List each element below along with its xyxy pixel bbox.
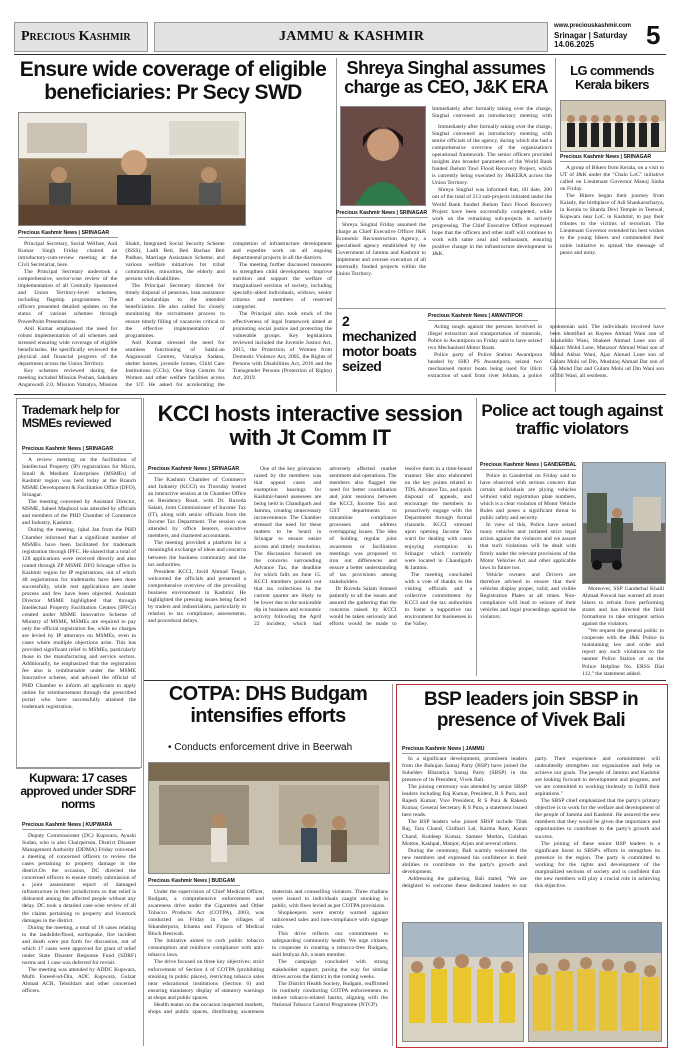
row-rule [144,680,666,681]
byline-traffic: Precious Kashmir News | GANDERBAL [480,462,577,468]
column-divider [143,398,144,1046]
body-paragraph: Anil Kumar stressed the need for seamless functioning of Sakhi-an Anganwadi Centres, Vatsalya Sadans, shelter homes, juvenile homes, Child Care Institutions (CCIs), One Stop Centres for Women and other welfare facilities across the UT. He asked for accelerating the completion of infrastructure development and expedite work on all ongoing departmental projects in all the districts. [125,241,332,388]
byline-msme: Precious Kashmir News | SRINAGAR [22,446,114,452]
photo-swd-meeting [18,112,246,226]
publication-name: Precious Kashmir [21,29,131,44]
body-paragraph: During the meeting, Iqbal Jan from the PHD Chamber informed that a significant number of MSMEs have been facilitated for trademark registration through IPFC. He shared that a total of 128 applications were received directly and also routed through ZP MSME DFO Srinagar office in Kashmir region for IP registrations, out of which 48 registrations for trademarks have been done successfully, while rest applications are under process and few have been objected. Assistant Director MSME highlighted that through Intellectual Property Facilitation Centres (IPFCs) created under MSME Innovative Scheme of Ministry of MSME, MSMEs are required to pay only the official registration fee, while no charges are levied by IP attorneys on MSMEs, even in cases where multiple objections arise. This has provided significant relief to MSMEs, particularly those in the manufacturing and service sectors. Additionally, he emphasized that the registration fee also is reimbursable under the MSME Innovative scheme, and advised the official of PHD Chamber to inform all applicants to apply online for reimbursement through the prescribed portal who have successfully attained the trademark registration. [22,527,136,710]
portrait-illustration [341,107,425,205]
body-paragraph: Police in Ganderbal on Friday said to have observed with serious concern that certain individuals are plying vehicles without valid registration plate numbers, which is a clear violation of Motor Vehicle Rules and poses a significant threat to public safety and security. [480,473,576,522]
byline-rule-kcci [148,473,244,474]
bullet-icon: • [168,742,172,753]
section-rule [338,308,666,309]
photo-cotpa-drive [148,762,390,874]
body-swd [18,241,332,389]
body-paragraph: During the ceremony, Bali warmly welcomed the new members and expressed his confidence in their abilities to contribute to the party's growth and development. [402,847,527,875]
issue-date: 14.06.2025 [554,40,595,49]
body-paragraph: Principal Secretary, Social Welfare, Anil Kumar Singh Friday chaired an introductory-cum-review meeting at the Civil Secretariat, here. [18,241,118,269]
body-paragraph: Dr Ruveda Salam listened patiently to all the issues and assured the gathering that the concerns raised by KCCI would be taken seriously and efforts would be made to resolve them in a time-bound manner. She also elaborated on the key points related to TDS, Advance Tax, and quick disposal of appeals, and encourage the members to proactively engage with the Department through formal channels. KCCI stressed upon opening Income Tax ward for dealing with cases enjoying exemption in Srinagar which currently were located in Chandigarh & Jammu. [329,466,472,628]
photo-shreya-singhal [340,106,426,206]
body-paragraph: Deputy Commissioner (DC) Kupwara, Ayushi Sudan, who is also Chairperson, District Disaster Management Authority (DDMA) Friday convened a meeting of concerned officers to review the cases pertaining to property damage in the district.On the occasion, DC directed the concerned officers to ensure timely submission of a joint assessment report of damaged infrastructure in their jurisdictions so that relief is disbursed among the affected people without any delay. DC took a detailed case-wise review of all the claims pertaining to property and livestock damages in the district. [22,833,136,924]
body-paragraph: Addressing the gathering, Bali stated, "We are delighted to welcome these dedicated leaders to our party. Their experience and commitment will undoubtedly strengthen our organisation and help us achieve our goals. The people of Jammu and Kashmir are looking forward to development and progress, and we are committed to working tirelessly to fulfill their aspirations." [402,756,660,889]
byline-rule-msme [22,453,132,454]
body-paragraph: The District Health Society, Budgam, reaffirmed its routinely conducting COTPA enforcements to reduce tobacco-related harms, aligning with the National Tobacco Control Programme (NTCP). [272,980,388,1008]
headline-kupwara: Kupwara: 17 cases approved under SDRF norms [20,771,136,811]
body-paragraph: The Principal also took stock of the effectiveness of legal framework aimed at promoting social justice and protecting the vulnerable groups. Key legislations reviewed included the Juvenile Justice Act, 2015, the Protection of Women from Domestic Violence Act, 2005, the Rights of Persons with Disabilities Act, 2016 and the Transgender Persons (Protection of Rights) Act, 2019. [232,311,332,381]
byline-cotpa: Precious Kashmir News | BUDGAM [148,878,235,884]
body-paragraph: Under the supervision of Chief Medical Officer, Budgam, a comprehensive enforcement and awareness drive under the Cigarettes and Other Tobacco Products Act (COTPA), 2003, was conducted on Friday in the villages of Sikanderpora, Ichama and Firpora of Medical Block Beerwah. [148,889,264,938]
deck-cotpa [168,742,388,753]
masthead-left-block [14,22,148,52]
body-paragraph: One of the key grievances raised by the members was that appeal cases and exemption hearings for Kashmir-based assessees are being held in Chandigarh and Jammu, creating unnecessary inconvenience. The Chamber stressed the need for these matters to be heard in Srinagar to ensure easier access and timely resolution. The discussion focused on the concerns surrounding Advance Tax, the deadline for which falls on June 15. KCCI members pointed out that tax collections in the current quarter are likely to be lower due to the noticeable dip in business and economic activity following the April 22 incident, which had adversely affected market sentiment and operations. The members also flagged the need for better coordination and joint sessions between the KCCI, Income Tax and GST departments to streamline compliance processes and address overlapping issues. The idea of holding regular joint awareness or facilitation meetings was proposed to iron out differences and ensure a better understanding of tax provisions among stakeholders. [254,466,397,628]
body-kcci-col1 [148,477,246,677]
body-paragraph: A group of Bikers from Kerala, on a visit to UT of J&K under the "Chalo LoC" initiative called on Lieutenant Governor Manoj Sinha on Friday. [560,165,664,193]
body-paragraph: Moreover, SSP Ganderbal Khalil Ahmad Poswal has warned all stunt bikers to refrain from performing stunts and has directed the field formations to take stringent action against the violators. [582,586,664,628]
headline-kerala-bikers: LG commends Kerala bikers [570,63,654,93]
body-paragraph: Acting tough against the persons involved in illegal extraction and transportation of minerals, Police in Awantipora on Friday said to have seized two Mechanised Motor Boats. [428,324,542,352]
byline-rule-kupwara [22,829,122,830]
column-divider [476,398,477,676]
byline-sbsp: Precious Kashmir News | JAMMU [402,746,485,752]
body-cotpa [148,889,388,1043]
byline-rule-boats [428,320,538,321]
body-paragraph: President KCCI, Javid Ahmad Tenga, welcomed the officials and presented a comprehensive overview of the prevailing business environment in Kashmir. He highlighted the pressing issues being faced by traders and industrialists, particularly in relation to tax compliance, assessments, and procedural delays. [148,568,246,624]
byline-rule-traffic [480,469,576,470]
meeting-room-illustration [19,113,245,225]
section-title: JAMMU & KASHMIR [279,29,425,44]
body-paragraph: Shreya Singhal was informed that, till date, 200 out of the total of 213 sub-projects initiated under the World Bank funded Jhelum Tawi Flood Recovery Project have been successfully completed, while work on the remaining sub-projects is actively progressing. The Chief Executive Officer expressed hope that the officers and other staff will continue to work with same zeal and enthusiasm, ensuring positive change in the infrastructure development in J&K. [432,187,552,257]
headline-era: Shreya Singhal assumes charge as CEO, J&K ERA [344,58,548,98]
body-paragraph: The meeting was attended by ADDC Kupwara, Mufti Fareed-ud-Din, ADC Kupwara, Gulzar Ahmad ACR, Tehsildars and other concerned officers. [22,966,136,995]
body-era-col1 [336,222,426,310]
joining-ceremony-illustration [403,923,523,1041]
section-rule [16,768,140,769]
photo-sbsp-group [528,922,662,1042]
body-paragraph: The Bikers began their journey from Kalady, the birthplace of Adi Shankaracharya, in Kerala to Sharda Devi Temple in Teetwal, Kupwara near LoC in Kashmir, to pay their tributes to the victims of terrorism. The Lieutenant Governor extended his best wishes to the young bikers and commended their noble initiative to spread the message of peace and unity. [560,193,664,256]
headline-swd: Ensure wide coverage of eligible beneficiaries: Pr Secy SWD [19,58,327,104]
headline-cotpa: COTPA: DHS Budgam intensifies efforts [168,683,368,727]
byline-motor-boats: Precious Kashmir News | AWANTIPOR [428,313,523,319]
byline-rule-era [336,217,428,218]
byline-era: Precious Kashmir News | SRINAGAR [336,210,428,216]
headline-traffic: Police act tough against traffic violators [481,401,663,439]
body-motor-boats [428,324,664,390]
body-paragraph: Anil Kumar emphasised the need for robust implementation of all schemes and stressed ensuring wide coverage of eligible beneficiaries. He specifically reviewed the physical and financial progress of the department across the Union Territory. [18,325,118,367]
shop-inspection-illustration [149,763,389,873]
body-paragraph: Health teams on the occasion inspected markets, shops and public spaces, distributing awareness materials and counselling violators. Three challans were issued to individuals caught smoking in public, with fines levied as per COTPA provisions. [148,889,388,1015]
body-paragraph: This drive reflects our commitment to safeguarding community health. We urge citizens to cooperate in creating a tobacco-free Budgam, said Imtiyaz Ali, a team member. [272,931,388,959]
body-paragraph: "We request the general public to cooperate with the J&K Police in maintaining law and order and report any such violations to the nearest Police Station or on the Police Helpline No. ERSS Dial 112," the statement added. [582,628,664,677]
body-paragraph: The meeting convened by Assistant Director, MSME, Saheel Maqbool was attended by officials and members of the PHD Chamber of Commerce and Industry, Kashmir. [22,499,136,527]
body-paragraph: The drive focused on three key objectives: strict enforcement of Section 4 of COTPA (prohibiting smoking in public places), restricting tobacco sales near educational institutions (Section 6) and ensuring mandatory display of statutory warnings at shops and public spaces. [148,959,264,1001]
body-paragraph: Shopkeepers were sternly warned against unlicensed sales and non-compliance with signage rules. [272,910,388,931]
body-traffic-col1 [480,473,576,677]
body-paragraph: The Principal Secretary directed for timely disposal of pensions, loan assistance and scholarships to the intended beneficiaries. He also called for closely monitoring the recruitment process to ensure timely filling of vacancies critical to the effective implementation of programmes. [125,283,225,339]
body-paragraph: Key schemes reviewed during the meeting included Mission Poshan, Saksham Anganwadi 2.0, Mission Vatsalya, Mission Shakti, Integrated Social Security Scheme (ISSS), Ladli Beti, Beti Bachao Beti Padhao, Marriage Assistance Scheme, and various welfare initiatives for tribal communities, minorities, the elderly and persons with disabilities. [18,241,225,388]
byline-rule-swd [18,237,118,238]
byline-kerala-bikers: Precious Kashmir News | SRINAGAR [560,154,652,160]
body-paragraph: The meeting provided a platform for a meaningful exchange of ideas and concerns between the business community and the tax authorities. [148,540,246,568]
deck-text: Conducts enforcement drive in Beerwah [174,742,353,753]
row-rule [14,394,666,395]
group-ceremony-illustration [529,923,661,1041]
body-paragraph: Vehicle owners and Drivers are therefore advised to ensure that their vehicles display proper, valid, and visible Registration Plates at all times. Non-compliance will lead to seizure of their vehicles and legal proceedings against the violators. [480,571,576,620]
body-kcci-cols [254,466,472,678]
body-paragraph: The BSP leaders who joined SBSP include Tilak Raj, Tara Chand, Girdhari Lal, Karma Ram, Karan Chand, Kuldeep Kumar, Sameer Motton, Gulshan Motton, Kashpal, Manjot, Arjun and several others. [402,819,527,847]
body-paragraph: Immediately after formally taking over the charge, Singhal convened an introductory meeting with senior officials of the agency, during which she had a comprehensive overview of the organization's operational framework. The senior officers provided insights into broader parameters of the World Bank funded Jhelum Tawi Flood Recovery Project, which is currently being executed by J&KERA across the Union Territory. [432,124,552,187]
byline-rule-kerala [560,161,664,162]
photo-sbsp-joining [402,922,524,1042]
headline-kcci: KCCI hosts interactive session with Jt Comm IT [157,401,463,450]
body-paragraph: Police party of Police Station Awantipora headed by SHO PS Awantipora, seized two mechanised motor boats being used for illicit extraction of sand from river Jehlum, a police spokesman said. The individuals involved have been identified as Rayees Ahmad Wani son of Jalaluddin Wani, Shakeel Ahmad Lone son of Khazir Mohd Lone, Manzoor Ahmad Wani son of Mohd Akbar Wani, Ajaz Ahmad Lone son of Gulam Mohi ud Din, Mushtaq Ahmad Dar son of Gh Mohd Dar and Gulam Mohi ud Din Wani son of Ibli Wani, all residents. [428,324,664,380]
body-paragraph: The Kashmir Chamber of Commerce and Industry (KCCI) on Thursday hosted an interactive session at its Chamber Office on Residency Road, with Dr. Ruveda Salam, Joint Commissioner of Income Tax (IT), along with senior officials from the Income Tax Department. The session was attended by office bearers, executive members, and chartered accountants. [148,477,246,540]
body-paragraph: A review meeting on the facilitation of Intellectual Property (IP) registrations for Micro, Small & Medium Enterprises (MSMEs) of Kashmir region was held today at the Branch MSME Development & Facilitation Office (DFO), Srinagar. [22,457,136,499]
photo-kerala-bikers [560,100,666,152]
body-traffic-col2 [582,586,664,678]
group-photo-illustration [561,101,665,151]
body-paragraph: In view of this, Police have seized many vehicles and initiated strict legal action against the violators and we assure that such violations will be dealt with firmly under the relevant provisions of the Motor Vehicles Act and other applicable laws in future too. [480,522,576,571]
body-msme [22,457,136,761]
body-paragraph: During the meeting, a total of 18 cases relating to the landslide/flood, earthquake, fire incident and death were put forth for discussion, out of which 17 cases were approved for grant of relief under State Disaster Response Fund (SDRF) norms and 1 case was deferred for revisit. [22,924,136,966]
headline-motor-boats: 2 mechanized motor boats seized [342,313,417,375]
body-era-col2 [432,124,552,304]
body-paragraph: In a significant development, prominent leaders from the Bahujan Samaj Party (BSP) have joined the Suheldev Bharatiya Samaj Party (SBSP) in the presence of its President, Vivek Bali. [402,756,527,784]
body-paragraph: The campaign concluded with strong stakeholder support, paving the way for similar drives across the district in the coming weeks. [272,959,388,980]
masthead-rule [14,54,666,55]
body-paragraph: The meeting further discussed measures to strengthen child development, improve nutrition and support the welfare of marginalized sections of society, including specially-abled individuals, widows, senior citizens and members of reserved categories. [232,262,332,311]
column-divider [392,684,393,1046]
body-paragraph: Shreya Singhal Friday assumed the charge as Chief Executive Officer J&K Economic Reconstruction Agency, a specialised agency established by the Government of Jammu and Kashmir to implement and oversee execution of all externally funded projects within the Union Territory. [336,222,426,278]
body-kerala-bikers [560,165,664,305]
byline-kcci: Precious Kashmir News | SRINAGAR [148,466,240,472]
page-number: 5 [646,20,661,50]
body-paragraph: The joining of these senior BSP leaders is a significant boost to SBSP's efforts to strengthen its presence in the region. The party is committed to working for the rights and development of the marginalized sections of society and is confident that the new members will play a crucial role in achieving this objective. [535,840,660,889]
byline-kupwara: Precious Kashmir News | KUPWARA [22,822,113,828]
photo-traffic-police [582,462,666,584]
body-paragraph: The Principal Secretary undertook a comprehensive, sector-wise review of the implementation of all Centrally Sponsored and Union Territory-level schemes, including flagship programmes. The officers presented detailed updates on the status of various schemes through PowerPoint Presentations. [18,269,118,325]
dateline: Srinagar | Saturday [554,31,628,40]
headline-sbsp: BSP leaders join SBSP in presence of Vivek Bali [423,689,639,731]
body-paragraph: The initiative aimed to curb public tobacco consumption and reinforce compliance with anti-tobacco laws. [148,938,264,959]
body-kupwara [22,833,136,1045]
street-scene-illustration [583,463,665,583]
body-era-lead [432,106,552,120]
body-paragraph: The SBSP chief emphasized that the party's primary objective is to work for the welfare and development of the people of Jammu and Kashmir. He assured the new members that they would be given due importance and opportunities to contribute to the party's growth and success. [535,798,660,840]
body-sbsp [402,747,660,919]
byline-swd: Precious Kashmir News | SRINAGAR [18,230,110,236]
body-paragraph: Immediately after formally taking over the charge, Singhal convened an introductory meeting with [432,106,552,120]
byline-rule-cotpa [148,885,240,886]
masthead-section-block [154,22,548,52]
body-paragraph: The meeting concluded with a vote of thanks to the visiting officials and a collective commitment by KCCI and the tax authorities to foster a supportive tax environment for businesses in the Valley. [404,571,472,628]
body-paragraph: The joining ceremony was attended by senior SBSP leaders including Raj Kumar, President, R S Pura, and Rajesh Kumar, Vice President, R S Pura & Rakesh Kumar, General Secretary R S Pura, a statement issued here reads. [402,784,527,819]
website-url[interactable]: www.preciouskashmir.com [554,23,632,29]
masthead [14,22,666,52]
headline-msme: Trademark help for MSMEs reviewed [22,403,120,430]
